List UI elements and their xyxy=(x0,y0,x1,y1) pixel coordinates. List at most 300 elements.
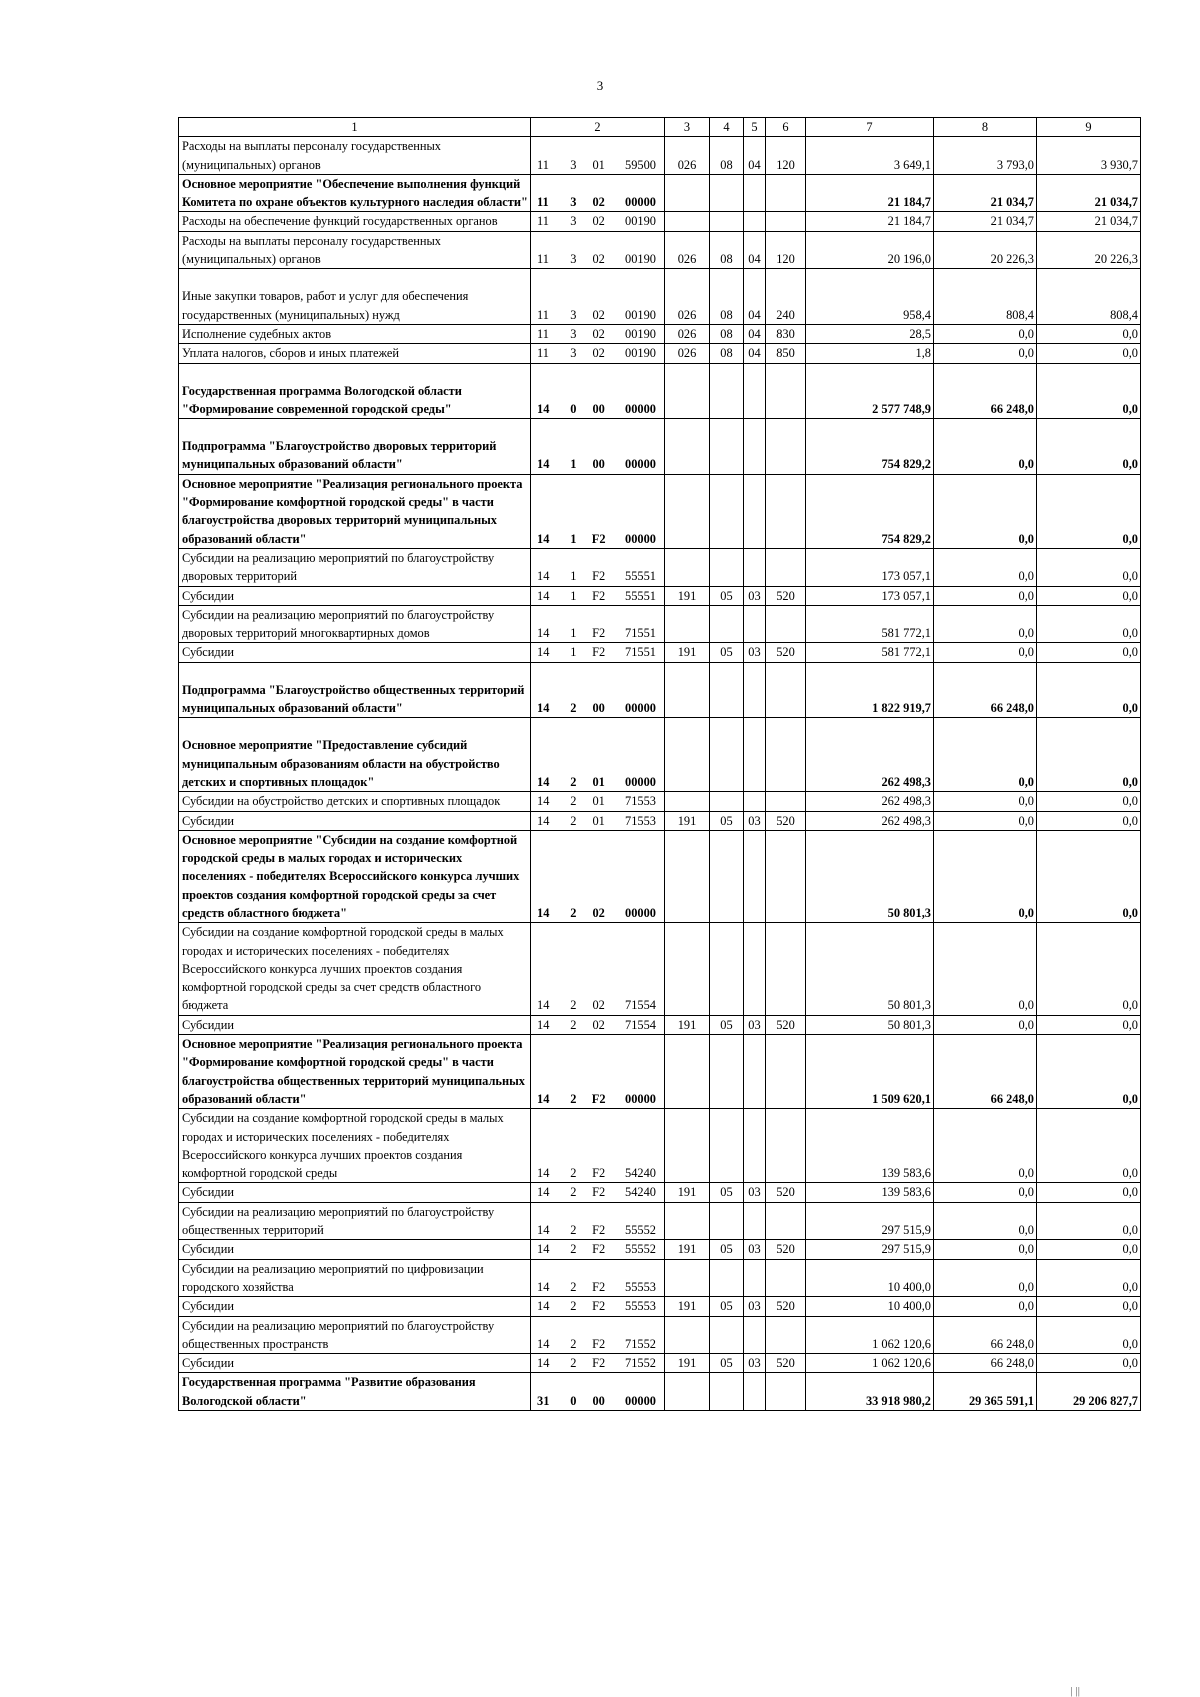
row-name: Государственная программа "Развитие образования Вологодской области" xyxy=(179,1373,531,1411)
table-row xyxy=(179,363,1141,419)
row-expense-type xyxy=(766,174,806,212)
row-expense-type xyxy=(766,1316,806,1354)
row-grbs xyxy=(665,1316,710,1354)
code-subprogram: 2 xyxy=(570,998,577,1013)
row-code xyxy=(531,231,665,269)
header-cell: 8 xyxy=(934,118,1037,137)
row-code xyxy=(531,586,665,605)
code-event: F2 xyxy=(592,1223,606,1238)
row-name: Субсидии на создание комфортной городской среды в малых городах и исторических поселениях - победителях Всероссийского конкурса лучших проектов создания комфортной городской среды xyxy=(179,1109,531,1183)
code-subprogram: 2 xyxy=(570,794,577,809)
row-amount-2: 0,0 xyxy=(934,811,1037,830)
row-amount-3: 0,0 xyxy=(1037,548,1141,586)
row-amount-3: 0,0 xyxy=(1037,363,1141,419)
code-program: 14 xyxy=(537,1017,550,1032)
row-grbs: 191 xyxy=(665,586,710,605)
row-amount-1: 1 509 620,1 xyxy=(806,1035,934,1109)
row-code xyxy=(531,811,665,830)
row-amount-2: 3 793,0 xyxy=(934,137,1037,175)
row-subsection xyxy=(744,830,766,922)
row-amount-3: 20 226,3 xyxy=(1037,231,1141,269)
row-expense-type: 120 xyxy=(766,231,806,269)
row-amount-1: 958,4 xyxy=(806,269,934,325)
row-amount-3: 0,0 xyxy=(1037,792,1141,811)
row-name: Субсидии на реализацию мероприятий по благоустройству дворовых территорий многоквартирных домов xyxy=(179,605,531,643)
row-subsection xyxy=(744,792,766,811)
row-amount-2: 0,0 xyxy=(934,605,1037,643)
row-section xyxy=(710,474,744,548)
row-name: Субсидии на реализацию мероприятий по благоустройству дворовых территорий xyxy=(179,548,531,586)
row-grbs: 191 xyxy=(665,811,710,830)
budget-table xyxy=(178,117,1141,1411)
row-subsection xyxy=(744,1202,766,1240)
row-amount-1: 1 062 120,6 xyxy=(806,1354,934,1373)
row-amount-3: 0,0 xyxy=(1037,1035,1141,1109)
row-code xyxy=(531,212,665,231)
row-grbs xyxy=(665,605,710,643)
row-expense-type xyxy=(766,718,806,792)
row-expense-type xyxy=(766,419,806,475)
row-amount-3: 0,0 xyxy=(1037,344,1141,363)
row-subsection xyxy=(744,548,766,586)
row-amount-1: 754 829,2 xyxy=(806,474,934,548)
row-code xyxy=(531,1354,665,1373)
row-code xyxy=(531,419,665,475)
row-expense-type: 830 xyxy=(766,324,806,343)
code-event: F2 xyxy=(592,1166,606,1181)
row-name: Субсидии на реализацию мероприятий по цифровизации городского хозяйства xyxy=(179,1259,531,1297)
row-code xyxy=(531,474,665,548)
row-amount-3: 0,0 xyxy=(1037,605,1141,643)
code-direction: 71551 xyxy=(625,645,656,660)
row-amount-3: 0,0 xyxy=(1037,1240,1141,1259)
row-subsection xyxy=(744,474,766,548)
code-event: 02 xyxy=(592,252,605,267)
row-code xyxy=(531,1240,665,1259)
code-subprogram: 2 xyxy=(570,813,577,828)
row-amount-2: 0,0 xyxy=(934,419,1037,475)
row-section xyxy=(710,718,744,792)
row-subsection xyxy=(744,1109,766,1183)
table-row xyxy=(179,662,1141,718)
row-expense-type xyxy=(766,1259,806,1297)
row-section: 05 xyxy=(710,1183,744,1202)
row-name: Субсидии на реализацию мероприятий по благоустройству общественных территорий xyxy=(179,1202,531,1240)
code-subprogram: 3 xyxy=(570,326,577,341)
row-amount-2: 0,0 xyxy=(934,1015,1037,1034)
code-program: 14 xyxy=(537,774,550,789)
table-row xyxy=(179,1015,1141,1034)
row-code xyxy=(531,662,665,718)
row-amount-2: 0,0 xyxy=(934,923,1037,1015)
code-program: 14 xyxy=(537,1356,550,1371)
row-section xyxy=(710,830,744,922)
code-program: 14 xyxy=(537,1185,550,1200)
code-direction: 71553 xyxy=(625,794,656,809)
row-amount-1: 581 772,1 xyxy=(806,605,934,643)
row-amount-3: 0,0 xyxy=(1037,923,1141,1015)
row-grbs xyxy=(665,1109,710,1183)
code-direction: 55552 xyxy=(625,1223,656,1238)
code-program: 14 xyxy=(537,1166,550,1181)
row-grbs xyxy=(665,830,710,922)
code-direction: 00000 xyxy=(625,1091,656,1106)
row-section xyxy=(710,1316,744,1354)
row-amount-3: 0,0 xyxy=(1037,1259,1141,1297)
code-direction: 55551 xyxy=(625,588,656,603)
row-name: Основное мероприятие "Предоставление субсидий муниципальным образованиям области на обустройство детских и спортивных площадок" xyxy=(179,718,531,792)
table-row xyxy=(179,643,1141,662)
code-event: 01 xyxy=(592,794,605,809)
row-code xyxy=(531,324,665,343)
row-amount-3: 0,0 xyxy=(1037,1202,1141,1240)
row-amount-2: 0,0 xyxy=(934,548,1037,586)
code-direction: 00000 xyxy=(625,774,656,789)
code-direction: 55551 xyxy=(625,569,656,584)
row-amount-2: 66 248,0 xyxy=(934,363,1037,419)
row-amount-1: 3 649,1 xyxy=(806,137,934,175)
row-section: 05 xyxy=(710,1015,744,1034)
code-event: F2 xyxy=(591,1091,606,1106)
row-amount-1: 262 498,3 xyxy=(806,811,934,830)
code-program: 14 xyxy=(537,701,550,716)
code-event: 02 xyxy=(592,905,605,920)
row-amount-3: 808,4 xyxy=(1037,269,1141,325)
row-amount-2: 0,0 xyxy=(934,718,1037,792)
row-grbs xyxy=(665,212,710,231)
table-row xyxy=(179,1259,1141,1297)
table-row xyxy=(179,605,1141,643)
row-grbs: 026 xyxy=(665,231,710,269)
code-subprogram: 3 xyxy=(570,195,577,210)
row-subsection xyxy=(744,363,766,419)
code-program: 11 xyxy=(537,157,549,172)
row-name: Уплата налогов, сборов и иных платежей xyxy=(179,344,531,363)
table-row xyxy=(179,474,1141,548)
row-section xyxy=(710,662,744,718)
row-section xyxy=(710,363,744,419)
row-name: Субсидии xyxy=(179,1015,531,1034)
header-cell: 3 xyxy=(665,118,710,137)
code-program: 14 xyxy=(537,588,550,603)
code-program: 14 xyxy=(537,1279,550,1294)
code-program: 14 xyxy=(537,457,550,472)
code-subprogram: 1 xyxy=(570,531,577,546)
row-code xyxy=(531,1109,665,1183)
row-expense-type xyxy=(766,605,806,643)
code-direction: 00000 xyxy=(625,457,656,472)
row-expense-type: 240 xyxy=(766,269,806,325)
row-subsection: 04 xyxy=(744,231,766,269)
row-amount-1: 754 829,2 xyxy=(806,419,934,475)
row-amount-2: 66 248,0 xyxy=(934,1354,1037,1373)
row-amount-1: 297 515,9 xyxy=(806,1240,934,1259)
row-subsection: 03 xyxy=(744,1354,766,1373)
row-amount-1: 10 400,0 xyxy=(806,1259,934,1297)
row-code xyxy=(531,718,665,792)
row-amount-2: 0,0 xyxy=(934,1183,1037,1202)
table-row xyxy=(179,212,1141,231)
row-name: Основное мероприятие "Обеспечение выполнения функций Комитета по охране объектов культурного наследия области" xyxy=(179,174,531,212)
code-subprogram: 2 xyxy=(570,701,577,716)
row-code xyxy=(531,792,665,811)
row-name: Субсидии xyxy=(179,1354,531,1373)
code-program: 11 xyxy=(537,346,549,361)
row-subsection xyxy=(744,1373,766,1411)
row-section xyxy=(710,1373,744,1411)
row-grbs: 191 xyxy=(665,643,710,662)
row-amount-3: 0,0 xyxy=(1037,324,1141,343)
row-expense-type xyxy=(766,662,806,718)
table-row xyxy=(179,1240,1141,1259)
code-program: 14 xyxy=(537,794,550,809)
code-event: F2 xyxy=(592,1185,606,1200)
row-grbs: 191 xyxy=(665,1240,710,1259)
row-code xyxy=(531,1035,665,1109)
row-name: Исполнение судебных актов xyxy=(179,324,531,343)
row-name: Подпрограмма "Благоустройство общественных территорий муниципальных образований области" xyxy=(179,662,531,718)
row-grbs xyxy=(665,1373,710,1411)
row-amount-3: 0,0 xyxy=(1037,1354,1141,1373)
row-section xyxy=(710,1202,744,1240)
row-amount-3: 0,0 xyxy=(1037,474,1141,548)
row-amount-3: 0,0 xyxy=(1037,1316,1141,1354)
row-subsection xyxy=(744,1259,766,1297)
row-amount-2: 66 248,0 xyxy=(934,1316,1037,1354)
code-subprogram: 2 xyxy=(570,1356,577,1371)
row-amount-3: 0,0 xyxy=(1037,1297,1141,1316)
row-subsection: 04 xyxy=(744,137,766,175)
table-row xyxy=(179,174,1141,212)
row-amount-2: 21 034,7 xyxy=(934,212,1037,231)
row-section: 08 xyxy=(710,269,744,325)
row-amount-3: 29 206 827,7 xyxy=(1037,1373,1141,1411)
table-row xyxy=(179,830,1141,922)
row-name: Основное мероприятие "Реализация регионального проекта "Формирование комфортной городской среды" в части благоустройства дворовых территорий муниципальных образований области" xyxy=(179,474,531,548)
code-program: 14 xyxy=(537,626,550,641)
code-program: 14 xyxy=(537,531,550,546)
code-subprogram: 2 xyxy=(570,1166,577,1181)
row-amount-2: 0,0 xyxy=(934,1109,1037,1183)
row-amount-1: 50 801,3 xyxy=(806,830,934,922)
code-event: 00 xyxy=(592,457,605,472)
code-subprogram: 2 xyxy=(570,1185,577,1200)
code-direction: 00190 xyxy=(625,214,656,229)
code-direction: 71554 xyxy=(625,998,656,1013)
code-subprogram: 1 xyxy=(570,588,577,603)
row-amount-2: 29 365 591,1 xyxy=(934,1373,1037,1411)
row-expense-type xyxy=(766,1109,806,1183)
code-subprogram: 2 xyxy=(570,1091,577,1106)
row-expense-type xyxy=(766,1373,806,1411)
header-cell: 7 xyxy=(806,118,934,137)
row-expense-type: 520 xyxy=(766,1354,806,1373)
code-event: 02 xyxy=(592,195,605,210)
row-name: Расходы на выплаты персоналу государственных (муниципальных) органов xyxy=(179,231,531,269)
row-amount-2: 0,0 xyxy=(934,1240,1037,1259)
row-section: 05 xyxy=(710,1240,744,1259)
code-program: 14 xyxy=(537,813,550,828)
code-event: F2 xyxy=(592,626,606,641)
table-row xyxy=(179,792,1141,811)
header-cell: 1 xyxy=(179,118,531,137)
code-subprogram: 3 xyxy=(570,252,577,267)
row-amount-3: 3 930,7 xyxy=(1037,137,1141,175)
row-grbs xyxy=(665,474,710,548)
code-subprogram: 3 xyxy=(570,346,577,361)
row-code xyxy=(531,923,665,1015)
row-amount-2: 0,0 xyxy=(934,324,1037,343)
row-expense-type: 520 xyxy=(766,586,806,605)
row-subsection: 04 xyxy=(744,344,766,363)
row-amount-1: 173 057,1 xyxy=(806,548,934,586)
code-direction: 00000 xyxy=(625,401,656,416)
row-amount-3: 21 034,7 xyxy=(1037,174,1141,212)
code-subprogram: 3 xyxy=(570,157,577,172)
code-event: F2 xyxy=(592,645,606,660)
row-code xyxy=(531,269,665,325)
row-name: Подпрограмма "Благоустройство дворовых территорий муниципальных образований области" xyxy=(179,419,531,475)
row-expense-type xyxy=(766,548,806,586)
header-cell: 2 xyxy=(531,118,665,137)
row-name: Субсидии на обустройство детских и спортивных площадок xyxy=(179,792,531,811)
row-section xyxy=(710,212,744,231)
row-name: Субсидии xyxy=(179,1240,531,1259)
row-subsection xyxy=(744,174,766,212)
row-code xyxy=(531,605,665,643)
row-code xyxy=(531,1259,665,1297)
row-code xyxy=(531,643,665,662)
code-subprogram: 2 xyxy=(570,1017,577,1032)
code-event: F2 xyxy=(591,531,606,546)
row-amount-2: 0,0 xyxy=(934,586,1037,605)
row-amount-2: 0,0 xyxy=(934,1202,1037,1240)
row-expense-type xyxy=(766,1035,806,1109)
row-section: 08 xyxy=(710,324,744,343)
row-section: 05 xyxy=(710,643,744,662)
row-amount-1: 1,8 xyxy=(806,344,934,363)
row-name: Субсидии xyxy=(179,811,531,830)
code-direction: 00190 xyxy=(625,346,656,361)
code-subprogram: 2 xyxy=(570,1279,577,1294)
code-subprogram: 2 xyxy=(570,1336,577,1351)
row-grbs: 191 xyxy=(665,1015,710,1034)
row-amount-3: 0,0 xyxy=(1037,1109,1141,1183)
row-section: 05 xyxy=(710,586,744,605)
row-amount-2: 0,0 xyxy=(934,830,1037,922)
table-row xyxy=(179,1035,1141,1109)
row-name: Государственная программа Вологодской области "Формирование современной городской среды" xyxy=(179,363,531,419)
row-expense-type xyxy=(766,923,806,1015)
code-direction: 55553 xyxy=(625,1279,656,1294)
code-direction: 71553 xyxy=(625,813,656,828)
row-grbs: 191 xyxy=(665,1297,710,1316)
row-name: Субсидии xyxy=(179,1183,531,1202)
code-event: F2 xyxy=(592,569,606,584)
row-subsection: 03 xyxy=(744,811,766,830)
code-program: 14 xyxy=(537,1299,550,1314)
row-amount-1: 33 918 980,2 xyxy=(806,1373,934,1411)
table-row xyxy=(179,811,1141,830)
row-amount-1: 10 400,0 xyxy=(806,1297,934,1316)
row-name: Основное мероприятие "Субсидии на создание комфортной городской среды в малых городах и исторических поселениях - победителях Всероссийского конкурса лучших проектов создания комфортной городской среды за счет средств областного бюджета" xyxy=(179,830,531,922)
row-section: 05 xyxy=(710,811,744,830)
row-name: Иные закупки товаров, работ и услуг для обеспечения государственных (муниципальных) нужд xyxy=(179,269,531,325)
code-program: 14 xyxy=(537,998,550,1013)
row-section: 05 xyxy=(710,1354,744,1373)
row-amount-2: 0,0 xyxy=(934,643,1037,662)
row-section: 08 xyxy=(710,344,744,363)
row-section: 05 xyxy=(710,1297,744,1316)
code-program: 11 xyxy=(537,214,549,229)
row-amount-1: 173 057,1 xyxy=(806,586,934,605)
row-code xyxy=(531,1202,665,1240)
row-grbs: 026 xyxy=(665,137,710,175)
code-program: 14 xyxy=(537,1223,550,1238)
code-event: 02 xyxy=(592,326,605,341)
code-event: F2 xyxy=(592,1336,606,1351)
row-amount-3: 0,0 xyxy=(1037,643,1141,662)
row-subsection: 03 xyxy=(744,586,766,605)
row-section xyxy=(710,1035,744,1109)
code-subprogram: 0 xyxy=(570,1393,577,1408)
code-program: 14 xyxy=(537,645,550,660)
code-direction: 00000 xyxy=(625,1393,656,1408)
row-subsection xyxy=(744,718,766,792)
row-code xyxy=(531,1297,665,1316)
row-amount-1: 1 062 120,6 xyxy=(806,1316,934,1354)
row-expense-type: 120 xyxy=(766,137,806,175)
row-grbs xyxy=(665,792,710,811)
code-program: 11 xyxy=(537,252,549,267)
row-amount-1: 139 583,6 xyxy=(806,1183,934,1202)
row-amount-3: 0,0 xyxy=(1037,586,1141,605)
row-name: Субсидии xyxy=(179,1297,531,1316)
row-expense-type: 850 xyxy=(766,344,806,363)
row-amount-2: 0,0 xyxy=(934,474,1037,548)
row-section xyxy=(710,1109,744,1183)
code-direction: 71554 xyxy=(625,1017,656,1032)
code-event: 01 xyxy=(592,157,605,172)
code-subprogram: 1 xyxy=(570,457,577,472)
code-program: 11 xyxy=(537,195,549,210)
code-event: 02 xyxy=(592,998,605,1013)
row-amount-1: 262 498,3 xyxy=(806,792,934,811)
row-amount-3: 0,0 xyxy=(1037,811,1141,830)
row-amount-3: 0,0 xyxy=(1037,1015,1141,1034)
code-subprogram: 2 xyxy=(570,905,577,920)
table-row xyxy=(179,324,1141,343)
row-expense-type: 520 xyxy=(766,1183,806,1202)
row-amount-2: 0,0 xyxy=(934,1259,1037,1297)
table-row xyxy=(179,718,1141,792)
row-amount-1: 20 196,0 xyxy=(806,231,934,269)
code-direction: 00190 xyxy=(625,307,656,322)
row-subsection: 04 xyxy=(744,324,766,343)
row-grbs xyxy=(665,1035,710,1109)
row-name: Основное мероприятие "Реализация регионального проекта "Формирование комфортной городской среды" в части благоустройства общественных территорий муниципальных образований области" xyxy=(179,1035,531,1109)
row-code xyxy=(531,548,665,586)
row-expense-type: 520 xyxy=(766,1297,806,1316)
code-event: F2 xyxy=(592,1279,606,1294)
table-row xyxy=(179,1297,1141,1316)
row-expense-type xyxy=(766,830,806,922)
row-amount-1: 297 515,9 xyxy=(806,1202,934,1240)
row-section xyxy=(710,605,744,643)
code-event: 00 xyxy=(592,701,605,716)
table-row xyxy=(179,137,1141,175)
row-name: Субсидии xyxy=(179,586,531,605)
